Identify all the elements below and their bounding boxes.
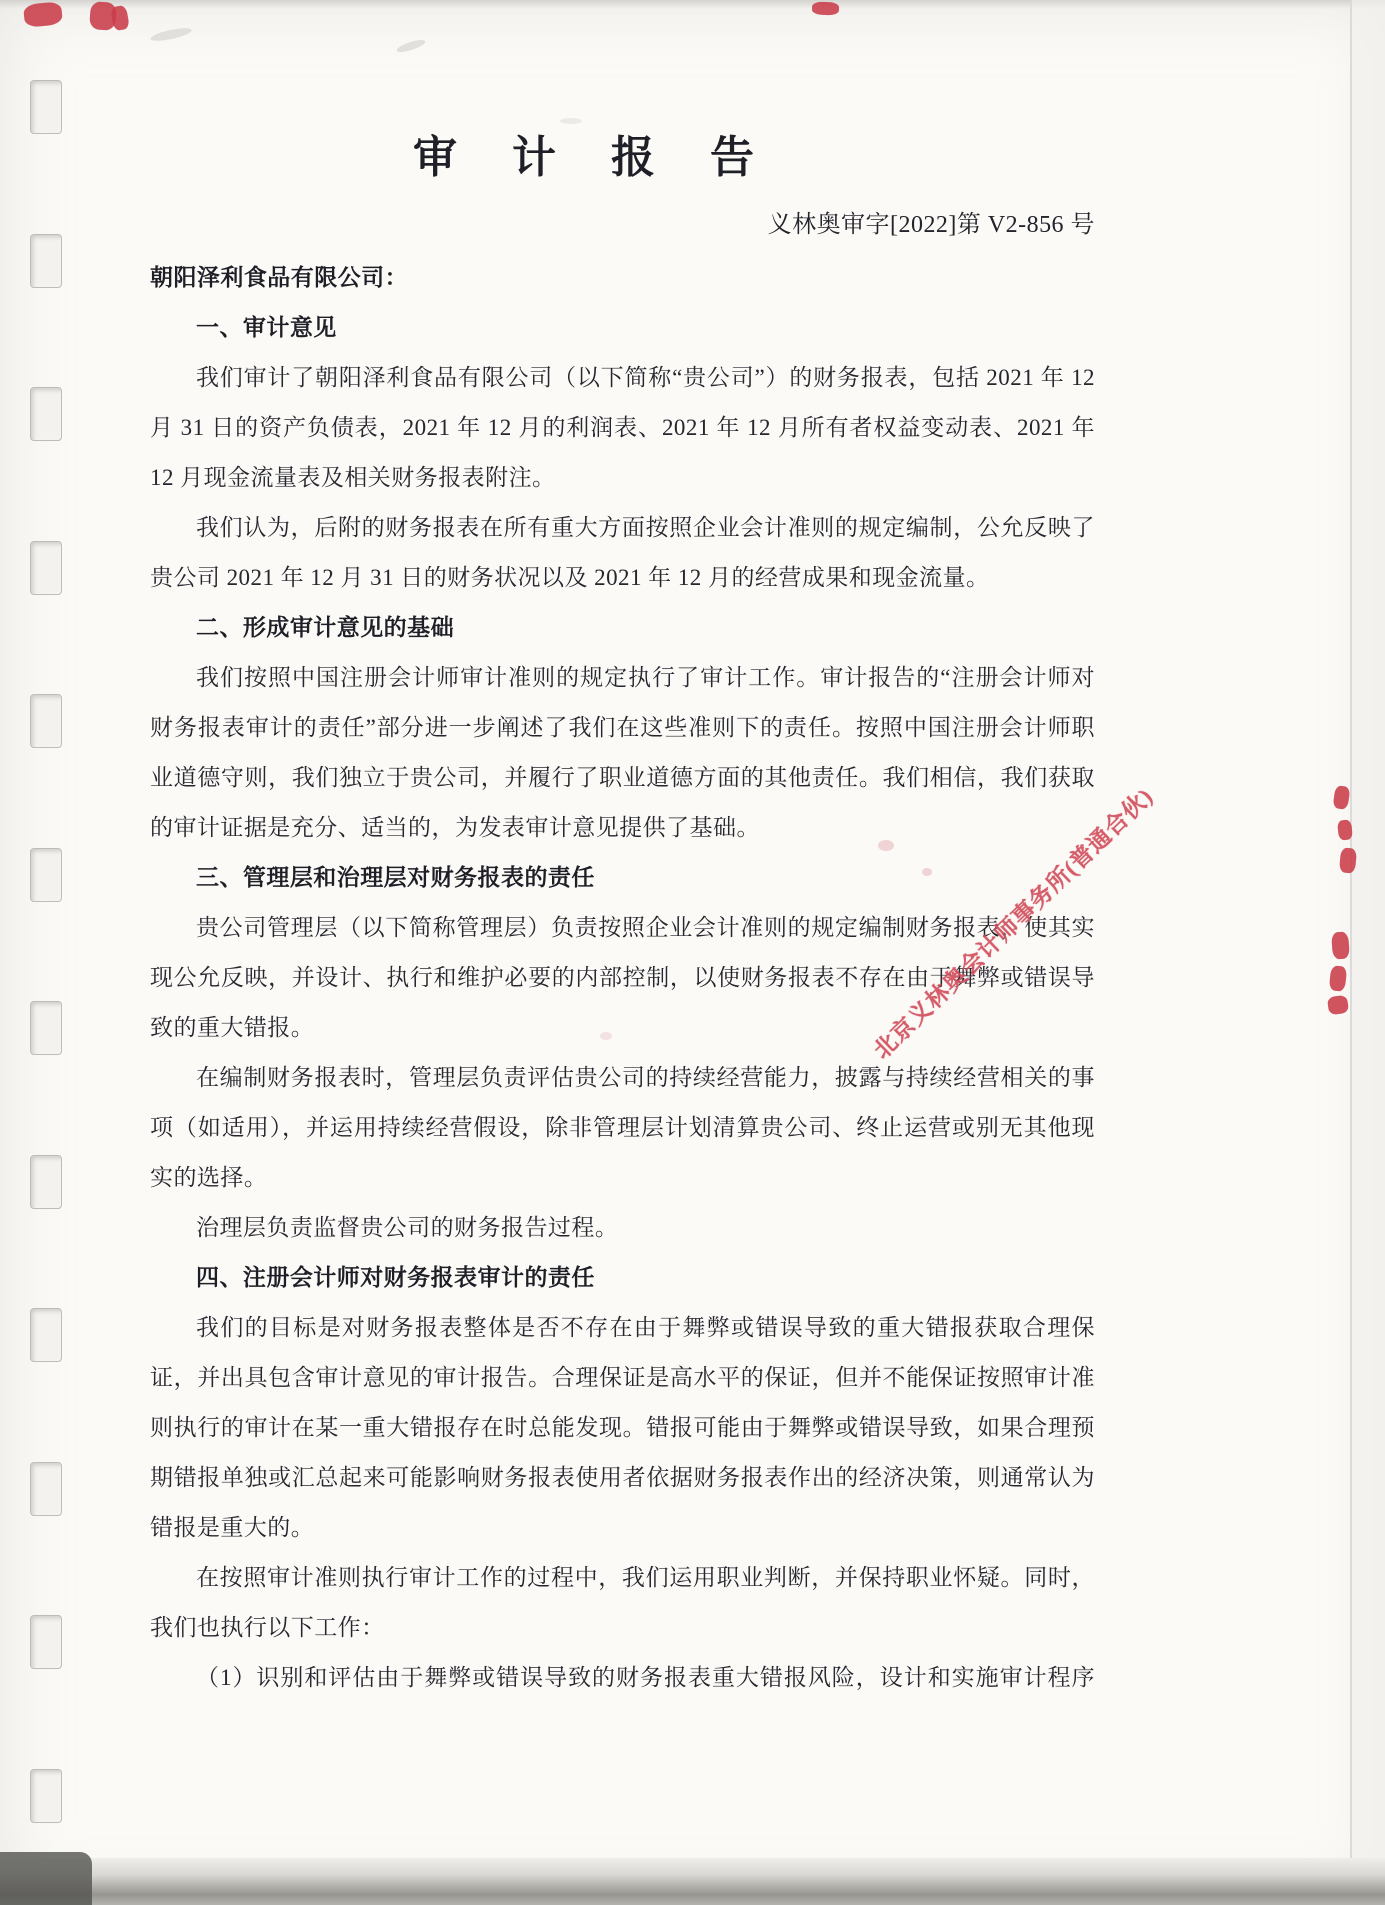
text-line: 则执行的审计在某一重大错报存在时总能发现。错报可能由于舞弊或错误导致，如果合理预 — [150, 1415, 1095, 1440]
binding-hole — [30, 1001, 62, 1055]
red-ink-mark — [1327, 995, 1349, 1016]
text-line: 治理层负责监督贵公司的财务报告过程。 — [196, 1215, 619, 1240]
binding-hole — [30, 1155, 62, 1209]
text-line: 我们认为，后附的财务报表在所有重大方面按照企业会计准则的规定编制，公允反映了 — [196, 515, 1095, 540]
binding-hole — [30, 848, 62, 902]
red-ink-mark — [1329, 965, 1348, 992]
text-line: 12 月现金流量表及相关财务报表附注。 — [150, 465, 556, 490]
red-ink-mark — [1331, 931, 1350, 959]
text-line: 业道德守则，我们独立于贵公司，并履行了职业道德方面的其他责任。我们相信，我们获取 — [150, 765, 1095, 790]
red-ink-mark — [23, 1, 63, 28]
scan-corner-shadow — [0, 1852, 92, 1905]
scan-top-edge — [0, 0, 1385, 9]
text-line: 现公允反映，并设计、执行和维护必要的内部控制，以使财务报表不存在由于舞弊或错误导 — [150, 965, 1095, 990]
text-line: 致的重大错报。 — [150, 1015, 315, 1040]
text-line: 贵公司 2021 年 12 月 31 日的财务状况以及 2021 年 12 月的经营成果和现金流量。 — [150, 565, 990, 590]
reference-number: 义林奥审字[2022]第 V2-856 号 — [767, 212, 1095, 238]
text-line: 我们按照中国注册会计师审计准则的规定执行了审计工作。审计报告的“注册会计师对 — [196, 665, 1095, 690]
binding-hole — [30, 1462, 62, 1516]
binding-hole — [30, 1769, 62, 1823]
section-heading: 朝阳泽利食品有限公司： — [150, 265, 409, 290]
text-line: 我们也执行以下工作： — [150, 1615, 385, 1640]
stamp-smudge — [600, 1032, 612, 1040]
audit-report-title: 审 计 报 告 — [413, 133, 776, 182]
binding-hole — [30, 387, 62, 441]
red-ink-mark — [1337, 819, 1353, 840]
binding-hole — [30, 541, 62, 595]
text-line: （1）识别和评估由于舞弊或错误导致的财务报表重大错报风险，设计和实施审计程序 — [196, 1665, 1095, 1690]
text-line: 错报是重大的。 — [150, 1515, 315, 1540]
text-line: 我们的目标是对财务报表整体是否不存在由于舞弊或错误导致的重大错报获取合理保 — [196, 1315, 1095, 1340]
stamp-smudge — [878, 840, 894, 851]
section-heading: 四、注册会计师对财务报表审计的责任 — [196, 1265, 595, 1290]
text-line: 贵公司管理层（以下简称管理层）负责按照企业会计准则的规定编制财务报表，使其实 — [196, 915, 1095, 940]
binding-hole — [30, 1308, 62, 1362]
red-ink-mark — [812, 2, 839, 16]
text-line: 证，并出具包含审计意见的审计报告。合理保证是高水平的保证，但并不能保证按照审计准 — [150, 1365, 1095, 1390]
section-heading: 二、形成审计意见的基础 — [196, 615, 455, 640]
stamp-smudge — [922, 868, 932, 876]
red-ink-mark — [1332, 785, 1350, 810]
text-line: 财务报表审计的责任”部分进一步阐述了我们在这些准则下的责任。按照中国注册会计师职 — [150, 715, 1095, 740]
text-line: 在编制财务报表时，管理层负责评估贵公司的持续经营能力，披露与持续经营相关的事 — [196, 1065, 1095, 1090]
text-line: 期错报单独或汇总起来可能影响财务报表使用者依据财务报表作出的经济决策，则通常认为 — [150, 1465, 1095, 1490]
scan-smudge — [395, 38, 426, 55]
binding-hole — [30, 234, 62, 288]
text-line: 实的选择。 — [150, 1165, 268, 1190]
text-line: 项（如适用），并运用持续经营假设，除非管理层计划清算贵公司、终止运营或别无其他现 — [150, 1115, 1095, 1140]
text-line: 的审计证据是充分、适当的，为发表审计意见提供了基础。 — [150, 815, 760, 840]
scan-bottom-edge — [0, 1858, 1385, 1905]
text-line: 我们审计了朝阳泽利食品有限公司（以下简称“贵公司”）的财务报表，包括 2021 年 12 — [196, 365, 1095, 390]
scan-smudge — [560, 118, 582, 124]
text-line: 月 31 日的资产负债表，2021 年 12 月的利润表、2021 年 12 月所有者权益变动表、2021 年 — [150, 415, 1095, 440]
binding-hole — [30, 80, 62, 134]
section-heading: 一、审计意见 — [196, 315, 337, 340]
scan-smudge — [150, 26, 193, 44]
company-stamp: 北京义林奥会计师事务所(普通合伙) — [868, 783, 1158, 1064]
scan-right-edge — [1352, 0, 1385, 1905]
section-heading: 三、管理层和治理层对财务报表的责任 — [196, 865, 595, 890]
binding-hole — [30, 694, 62, 748]
binding-hole — [30, 1615, 62, 1669]
text-line: 在按照审计准则执行审计工作的过程中，我们运用职业判断，并保持职业怀疑。同时， — [196, 1565, 1095, 1590]
